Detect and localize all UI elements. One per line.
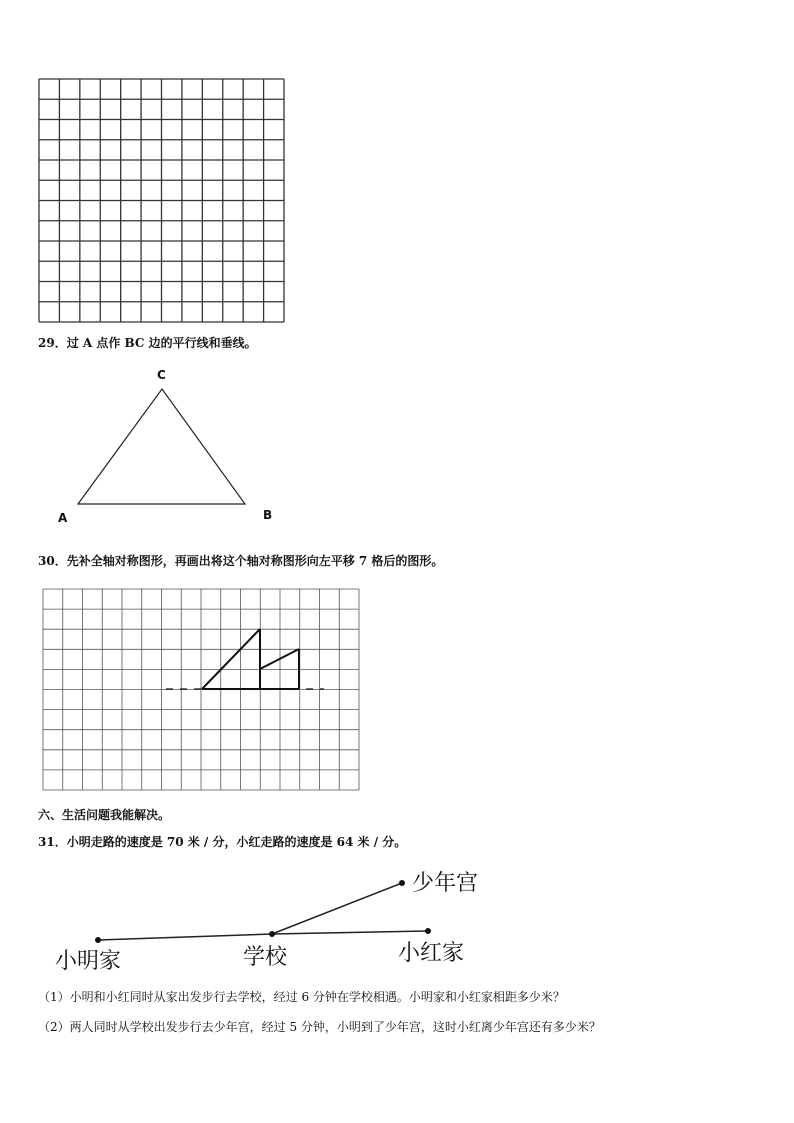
vertex-b-label: B <box>263 508 273 522</box>
question-30-text: 先补全轴对称图形，再画出将这个轴对称图形向左平移 7 格后的图形。 <box>66 554 444 568</box>
label-home-hong: 小红家 <box>398 941 465 966</box>
vertex-a-label: A <box>58 511 68 525</box>
point-home-ming <box>95 937 101 943</box>
point-school <box>269 931 275 937</box>
question-29-number: 29． <box>38 336 67 350</box>
label-palace: 少年宫 <box>412 871 479 896</box>
road-school-palace <box>272 883 402 934</box>
label-home-ming: 小明家 <box>55 949 122 974</box>
section-6-title: 六、生活问题我能解决。 <box>38 808 171 822</box>
question-31-part-1: （1）小明和小红同时从家出发步行去学校，经过 6 分钟在学校相遇。小明家和小红家相距多少米？ <box>38 990 565 1004</box>
question-29-text: 过 A 点作 BC 边的平行线和垂线。 <box>66 336 257 350</box>
point-home-hong <box>425 928 431 934</box>
road-school-hong <box>272 931 428 934</box>
point-palace <box>399 880 405 886</box>
question-30-number: 30． <box>38 554 67 568</box>
vertex-c-label: C <box>157 368 166 382</box>
question-31-text: 小明走路的速度是 70 米 / 分，小红走路的速度是 64 米 / 分。 <box>66 835 407 849</box>
label-school: 学校 <box>243 945 288 970</box>
question-31-number: 31． <box>38 835 67 849</box>
question-31-part-2: （2）两人同时从学校出发步行去少年宫，经过 5 分钟，小明到了少年宫，这时小红离少年宫还有多少米？ <box>38 1020 601 1034</box>
